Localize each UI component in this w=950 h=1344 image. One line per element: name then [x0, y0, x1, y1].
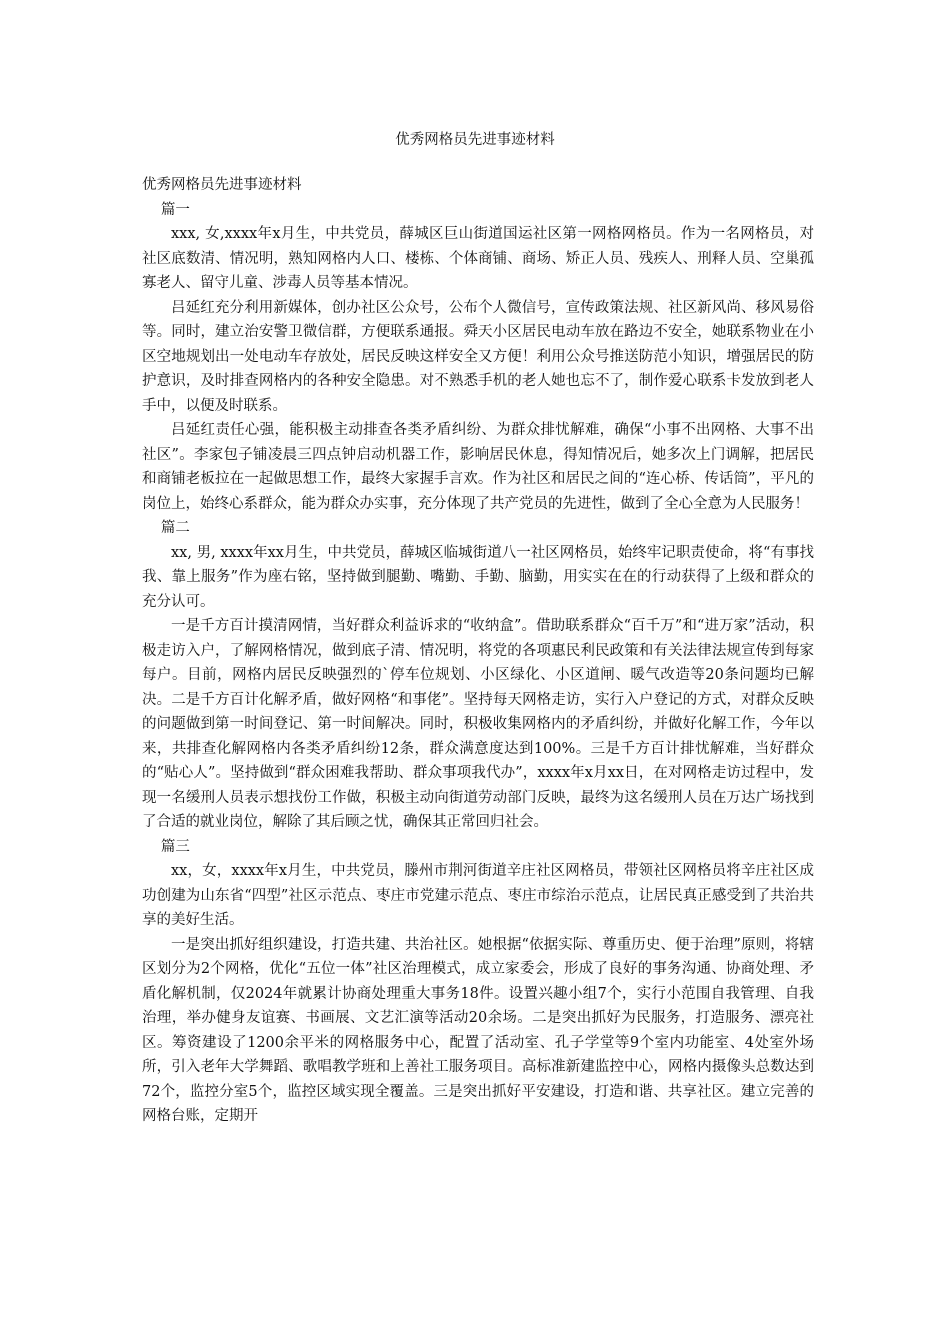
paragraph: xxx, 女,xxxx年x月生，中共党员，薛城区巨山街道国运社区第一网格网格员。作为一名网格员，对社区底数清、情况明，熟知网格内人口、楼栋、个体商铺、商场、矫正人员、残疾人、刑释人员、空巢孤寡老人、留守儿童、涉毒人员等基本情况。: [142, 226, 814, 291]
section-heading-1: 篇一: [160, 201, 190, 218]
document-title: 优秀网格员先进事迹材料: [395, 132, 555, 148]
document-body: [142, 173, 814, 1129]
section-heading-3: 篇三: [160, 838, 190, 855]
paragraph: xx, 男, xxxx年xx月生，中共党员，薛城区临城街道八一社区网格员，始终牢记职责使命，将“有事找我、靠上服务”作为座右铭，坚持做到腿勤、嘴勤、手勤、脑勤，用实实在在的行动获得了上级和群众的充分认可。: [142, 544, 814, 610]
paragraph: xx，女，xxxx年x月生，中共党员，滕州市荆河街道辛庄社区网格员，带领社区网格员将辛庄社区成功创建为山东省“四型”社区示范点、枣庄市党建示范点、枣庄市综治示范点，让居民真正感受到了共治共享的美好生活。: [142, 863, 814, 928]
paragraph: 吕延红充分利用新媒体，创办社区公众号，公布个人微信号，宣传政策法规、社区新风尚、移风易俗等。同时，建立治安警卫微信群，方便联系通报。舜天小区居民电动车放在路边不安全，她联系物业在小区空地规划出一处电动车存放处，居民反映这样安全又方便！利用公众号推送防范小知识，增强居民的防护意识，及时排查网格内的各种安全隐患。对不熟悉手机的老人她也忘不了，制作爱心联系卡发放到老人手中，以便及时联系。: [142, 299, 814, 414]
document-subtitle: 优秀网格员先进事迹材料: [142, 177, 302, 193]
section-heading-2: 篇二: [160, 520, 190, 536]
paragraph: 一是突出抓好组织建设，打造共建、共治社区。她根据“依据实际、尊重历史、便于治理”原则，将辖区划分为2个网格，优化“五位一体”社区治理模式，成立家委会，形成了良好的事务沟通、协商处理、矛盾化解机制，仅2024年就累计协商处理重大事务18件。设置兴趣小组7个，实行小范围自我管理、自我治理，举办健身友谊赛、书画展、文艺汇演等活动20余场。二是突出抓好为民服务，打造服务、漂亮社区。筹资建设了1200余平米的网格服务中心，配置了活动室、孔子学堂等9个室内功能室、4处室外场所，引入老年大学舞蹈、歌唱教学班和上善社工服务项目。高标准新建监控中心，网格内摄像头总数达到72个，监控分室5个，监控区域实现全覆盖。三是突出抓好平安建设，打造和谐、共享社区。建立完善的网格台账，定期开: [142, 936, 814, 1124]
paragraph: 吕延红责任心强，能积极主动排查各类矛盾纠纷、为群众排忧解难，确保“小事不出网格、大事不出社区”。李家包子铺凌晨三四点钟启动机器工作，影响居民休息，得知情况后，她多次上门调解，把居民和商铺老板拉在一起做思想工作，最终大家握手言欢。作为社区和居民之间的“连心桥、传话筒”，平凡的岗位上，始终心系群众，能为群众办实事，充分体现了共产党员的先进性，做到了全心全意为人民服务！: [142, 422, 814, 512]
paragraph: 一是千方百计摸清网情，当好群众利益诉求的“收纳盒”。借助联系群众“百千万”和“进万家”活动，积极走访入户，了解网格情况，做到底子清、情况明，将党的各项惠民利民政策和有关法律法规宣传到每家每户。目前，网格内居民反映强烈的`停车位规划、小区绿化、小区道闸、暖气改造等20条问题均已解决。二是千方百计化解矛盾，做好网格“和事佬”。坚持每天网格走访，实行入户登记的方式，对群众反映的问题做到第一时间登记、第一时间解决。同时，积极收集网格内的矛盾纠纷，并做好化解工作，今年以来，共排查化解网格内各类矛盾纠纷12条，群众满意度达到100%。三是千方百计排忧解难，当好群众的“贴心人”。坚持做到“群众困难我帮助、群众事项我代办”，xxxx年x月xx日，在对网格走访过程中，发现一名缓刑人员表示想找份工作做，积极主动向街道劳动部门反映，最终为这名缓刑人员在万达广场找到了合适的就业岗位，解除了其后顾之忧，确保其正常回归社会。: [142, 618, 814, 830]
